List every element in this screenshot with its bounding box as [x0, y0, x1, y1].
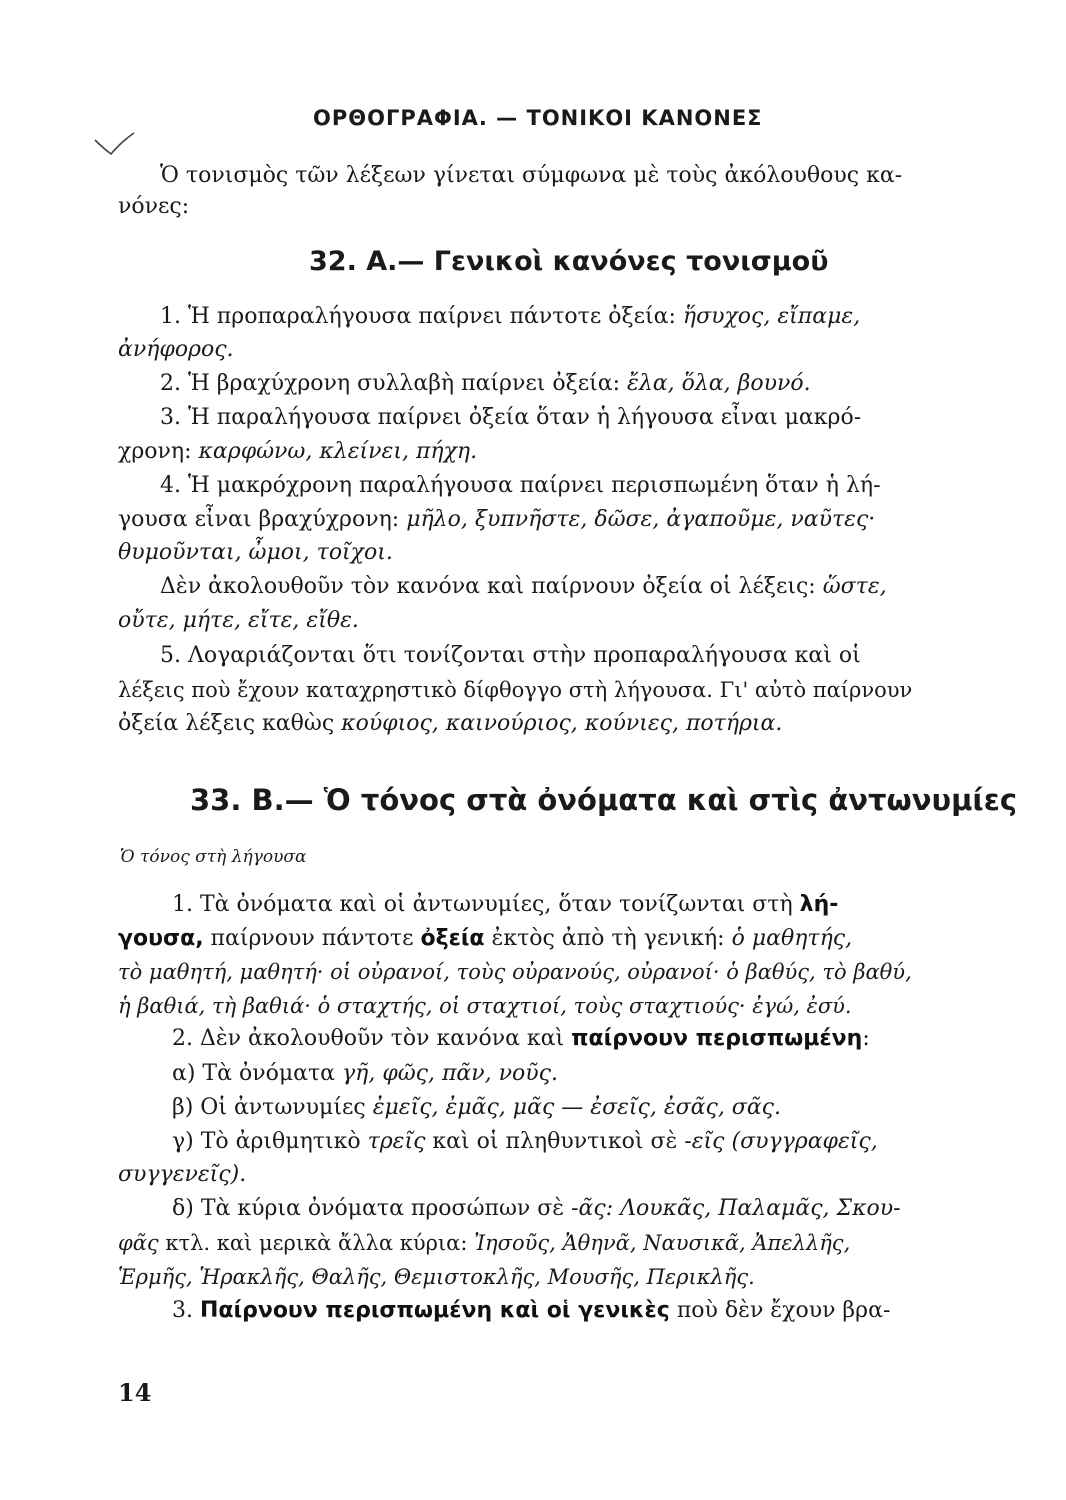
item-d-line-2: φᾶς κτλ. καὶ μερικὰ ἄλλα κύρια: Ἰησοῦς, Ἀθηνᾶ, Ναυσικᾶ, Ἀπελλῆς, — [118, 1231, 851, 1255]
item-d-line-3: Ἑρμῆς, Ἡρακλῆς, Θαλῆς, Θεμιστοκλῆς, Μουσῆς, Περικλῆς. — [118, 1265, 755, 1289]
para-1-line-1: 1. Τὰ ὀνόματα καὶ οἱ ἀντωνυμίες, ὅταν τονίζωνται στὴ λή- — [172, 892, 839, 917]
item-c-line-2: συγγενεῖς). — [118, 1162, 247, 1187]
page-title: ΟΡΘΟΓΡΑΦΙΑ. — ΤΟΝΙΚΟΙ ΚΑΝΟΝΕΣ — [313, 106, 763, 130]
rule-4-line-2: γουσα εἶναι βραχύχρονη: μῆλο, ξυπνῆστε, δῶσε, ἀγαποῦμε, ναῦτες· — [118, 507, 876, 532]
item-d-line-1: δ) Τὰ κύρια ὀνόματα προσώπων σὲ -ᾶς: Λουκᾶς, Παλαμᾶς, Σκου- — [172, 1196, 901, 1221]
rule-2: 2. Ἡ βραχύχρονη συλλαβὴ παίρνει ὀξεία: ἔλα, ὅλα, βουνό. — [160, 371, 811, 396]
rule-1-line-1: 1. Ἡ προπαραλήγουσα παίρνει πάντοτε ὀξεία: ἥσυχος, εἴπαμε, — [160, 304, 861, 329]
intro-line-2: νόνες: — [118, 194, 190, 219]
rule-4-line-3: θυμοῦνται, ὦμοι, τοῖχοι. — [118, 540, 393, 565]
rule-5-line-2: λέξεις ποὺ ἔχουν καταχρηστικὸ δίφθογγο στὴ λήγουσα. Γι' αὐτὸ παίρνουν — [118, 678, 913, 702]
checkmark-annotation-icon — [93, 132, 135, 156]
para-1-line-3: τὸ μαθητή, μαθητή· οἱ οὐρανοί, τοὺς οὐρανούς, οὐρανοί· ὁ βαθύς, τὸ βαθύ, — [118, 960, 912, 984]
para-1-line-4: ἡ βαθιά, τὴ βαθιά· ὁ σταχτής, οἱ σταχτιοί, τοὺς σταχτιούς· ἐγώ, ἐσύ. — [118, 994, 852, 1018]
item-c-line-1: γ) Τὸ ἀριθμητικὸ τρεῖς καὶ οἱ πληθυντικοὶ σὲ -εῖς (συγγραφεῖς, — [172, 1129, 878, 1154]
section-32-heading: 32. Α.— Γενικοὶ κανόνες τονισμοῦ — [309, 246, 829, 277]
rule-3-line-2: χρονη: καρφώνω, κλείνει, πήχη. — [118, 439, 478, 464]
item-b: β) Οἱ ἀντωνυμίες ἐμεῖς, ἐμᾶς, μᾶς — ἐσεῖς, ἐσᾶς, σᾶς. — [172, 1095, 781, 1120]
subheading-tone-on-last-syllable: Ὁ τόνος στὴ λήγουσα — [120, 847, 307, 867]
rule-5-line-3: ὀξεία λέξεις καθὼς κούφιος, καινούριος, κούνιες, ποτήρια. — [118, 711, 783, 736]
exception-line-2: οὔτε, μήτε, εἴτε, εἴθε. — [118, 608, 359, 633]
page-number: 14 — [118, 1378, 152, 1407]
rule-3-line-1: 3. Ἡ παραλήγουσα παίρνει ὀξεία ὅταν ἡ λήγουσα εἶναι μακρό- — [160, 405, 862, 430]
rule-5-line-1: 5. Λογαριάζονται ὅτι τονίζονται στὴν προπαραλήγουσα καὶ οἱ — [160, 643, 861, 668]
rule-1-line-2: ἀνήφορος. — [118, 337, 234, 362]
intro-line-1: Ὁ τονισμὸς τῶν λέξεων γίνεται σύμφωνα μὲ τοὺς ἀκόλουθους κα- — [160, 163, 903, 188]
para-3: 3. Παίρνουν περισπωμένη καὶ οἱ γενικὲς ποὺ δὲν ἔχουν βρα- — [172, 1298, 891, 1323]
section-33-heading: 33. Β.— Ὁ τόνος στὰ ὀνόματα καὶ στὶς ἀντωνυμίες — [190, 783, 1018, 817]
para-2: 2. Δὲν ἀκολουθοῦν τὸν κανόνα καὶ παίρνουν περισπωμένη: — [172, 1026, 870, 1051]
para-1-line-2: γουσα, παίρνουν πάντοτε ὀξεία ἐκτὸς ἀπὸ τὴ γενική: ὁ μαθητής, — [118, 926, 853, 951]
rule-4-line-1: 4. Ἡ μακρόχρονη παραλήγουσα παίρνει περισπωμένη ὅταν ἡ λή- — [160, 473, 881, 498]
item-a: α) Τὰ ὀνόματα γῆ, φῶς, πᾶν, νοῦς. — [172, 1061, 558, 1086]
exception-line-1: Δὲν ἀκολουθοῦν τὸν κανόνα καὶ παίρνουν ὀξεία οἱ λέξεις: ὥστε, — [160, 574, 887, 599]
